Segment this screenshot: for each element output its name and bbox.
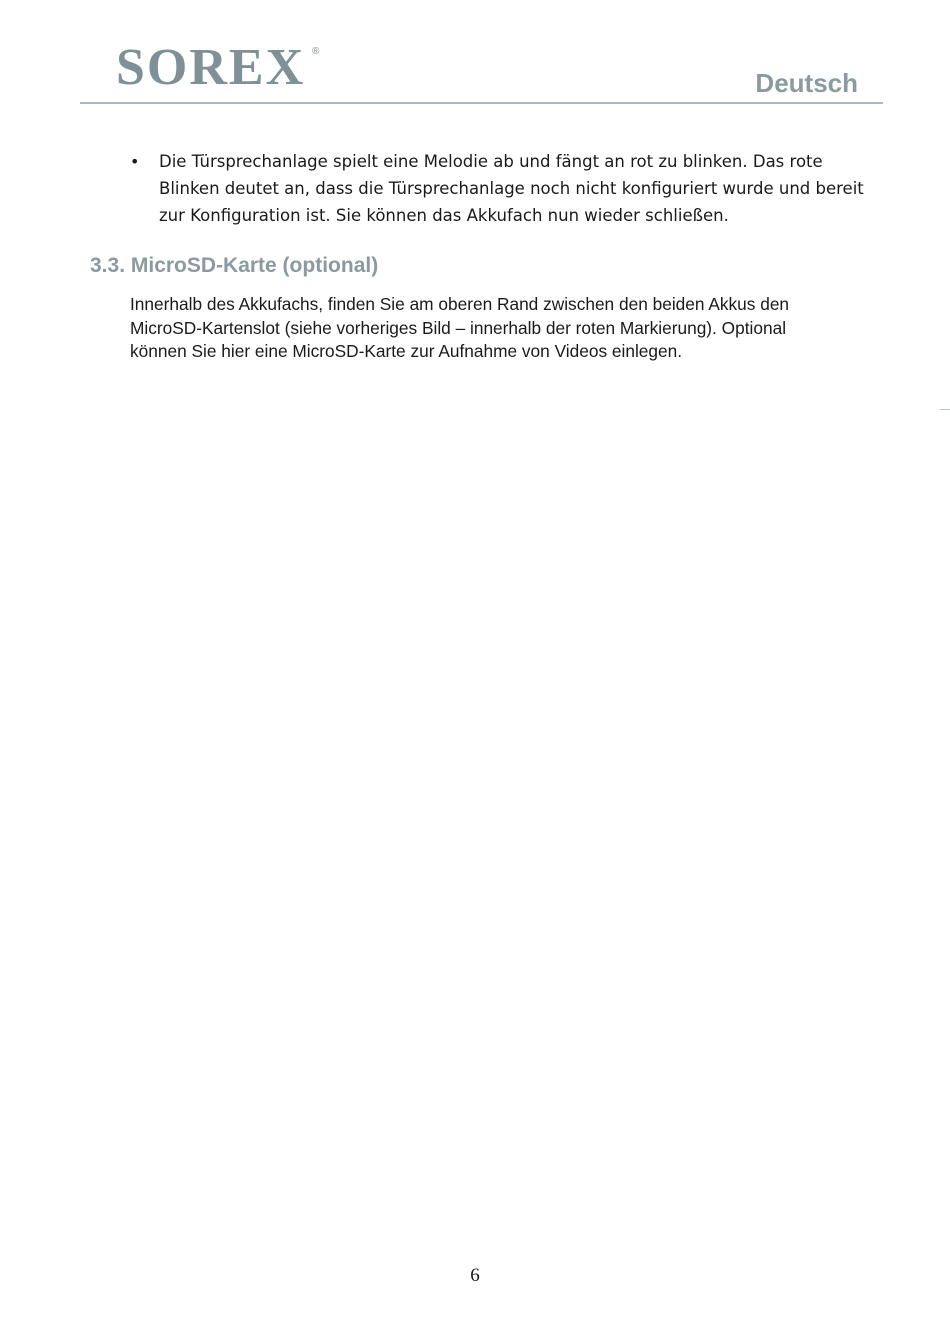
bullet-list: [120, 148, 865, 229]
section-paragraph: Innerhalb des Akkufachs, finden Sie am oberen Rand zwischen den beiden Akkus den MicroSD-Kartenslot (siehe vorheriges Bild – innerhalb der roten Markierung). Optional können Sie hier eine MicroSD-Karte zur Aufnahme von Videos einlegen.: [130, 294, 790, 361]
margin-mark: [940, 409, 950, 410]
sorex-logo: SOREX: [116, 39, 306, 96]
header-divider: [80, 102, 883, 104]
language-label: Deutsch: [755, 68, 858, 98]
list-item: [120, 148, 865, 229]
page-number: 6: [470, 1265, 480, 1286]
section-heading: 3.3. MicroSD-Karte (optional): [90, 254, 379, 277]
bullet-icon: •: [130, 152, 140, 171]
registered-mark: ®: [312, 46, 320, 57]
bullet-text: Die Türsprechanlage spielt eine Melodie ab und fängt an rot zu blinken. Das rote Blinken deutet an, dass die Türsprechanlage noch nicht konfiguriert wurde und bereit zur Konfiguration ist. Sie können das Akkufach nun wieder schließen.: [159, 152, 864, 225]
